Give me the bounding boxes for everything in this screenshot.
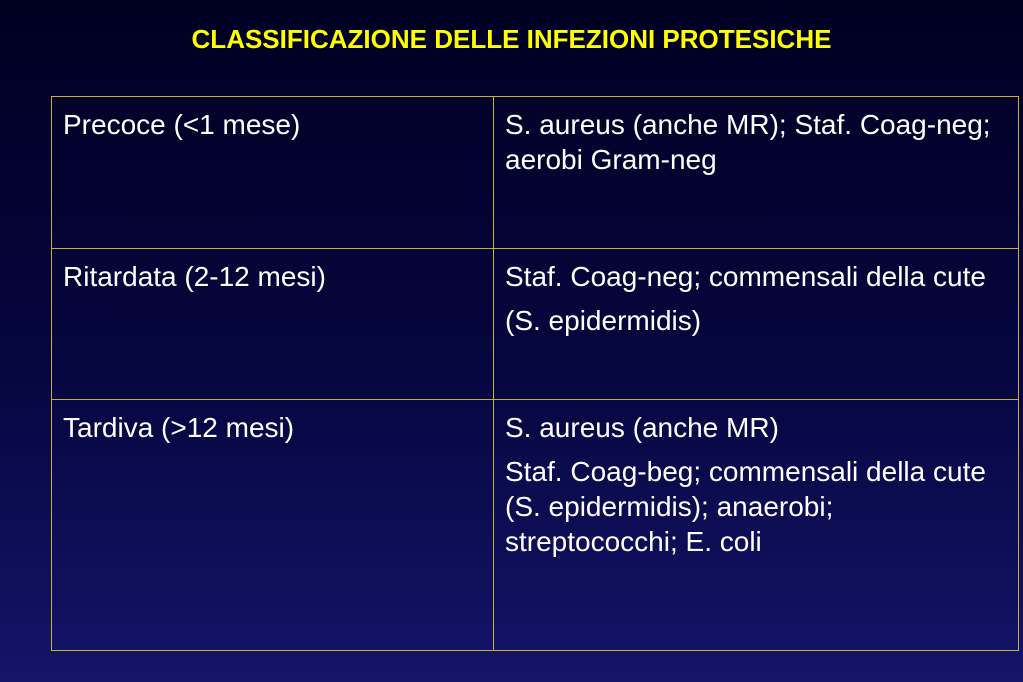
infection-type-cell: Tardiva (>12 mesi) xyxy=(52,400,494,651)
pathogens-cell xyxy=(494,97,1019,249)
table-row-ritardata xyxy=(52,249,1019,400)
infection-type-cell: Precoce (<1 mese) xyxy=(52,97,494,249)
pathogens-text: S. aureus (anche MR); Staf. Coag-neg; aerobi Gram-neg xyxy=(505,109,991,175)
pathogens-cell xyxy=(494,249,1019,400)
table-row-precoce xyxy=(52,97,1019,249)
table-row-tardiva xyxy=(52,400,1019,651)
pathogens-text: Staf. Coag-neg; commensali della cute xyxy=(505,261,986,292)
pathogens-text: S. aureus (anche MR) xyxy=(505,412,779,443)
pathogens-text: (S. epidermidis) xyxy=(505,305,702,336)
classification-table xyxy=(51,96,1019,651)
pathogens-text: Staf. Coag-beg; commensali della cute (S. epidermidis); anaerobi; streptococchi; E. coli xyxy=(505,456,986,557)
pathogens-cell xyxy=(494,400,1019,651)
slide-title: CLASSIFICAZIONE DELLE INFEZIONI PROTESICHE xyxy=(191,24,832,54)
infection-type-cell: Ritardata (2-12 mesi) xyxy=(52,249,494,400)
